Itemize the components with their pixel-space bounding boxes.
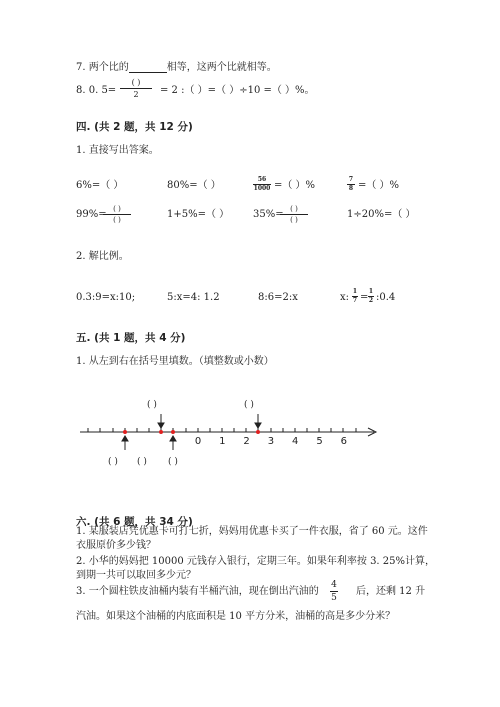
- s4q2-p4-mid: =: [360, 292, 369, 303]
- q8-rest: = 2 :（ ）=（ ）÷10 =（ ）%。: [160, 85, 315, 96]
- point-marker: [123, 430, 127, 434]
- s6q1-line1: 1. 某服装店凭优惠卡可打七折，妈妈用优惠卡买了一件衣服，省了 60 元。这件: [76, 526, 428, 537]
- section-5-title: 五. (共 1 题，共 4 分): [76, 332, 186, 344]
- paren-bottom-1[interactable]: ( ): [108, 457, 118, 467]
- q7-prefix: 7. 两个比的: [76, 62, 129, 73]
- s4q1-r1c4-fraction: 7 8: [348, 176, 354, 192]
- paren-top-2[interactable]: ( ): [244, 400, 254, 410]
- s4q2-p3: 8:6=2:x: [258, 292, 298, 303]
- s6q3-post: 后，还剩 12 升: [356, 586, 426, 597]
- s5q1-title: 1. 从左到右在括号里填数。（填整数或小数）: [76, 356, 274, 367]
- down-arrow-icon: [158, 423, 164, 428]
- tick-label: 1: [219, 436, 226, 447]
- point-marker: [171, 430, 175, 434]
- point-marker: [256, 430, 260, 434]
- tick-label: 0: [194, 436, 202, 447]
- s4q1-r2c1-fraction: ( ) ( ): [103, 205, 131, 224]
- q8-prefix: 8. 0. 5=: [76, 85, 117, 96]
- s4q2-p1: 0.3:9=x:10;: [76, 292, 136, 303]
- point-marker: [159, 430, 163, 434]
- q8-frac-num[interactable]: ( ): [131, 78, 141, 87]
- s6q3-fraction: 4 5: [331, 580, 337, 603]
- s4q1-title: 1. 直接写出答案。: [76, 145, 159, 156]
- s6q2-line2: 到期一共可以取回多少元？: [76, 570, 196, 581]
- up-arrow-icon: [170, 436, 176, 441]
- s4q1-r2c4: 1÷20%=（ ）: [347, 209, 416, 220]
- s4q1-r1c3: =（ ）%: [274, 180, 316, 191]
- s6q2-line1: 2. 小华的妈妈把 10000 元钱存入银行，定期三年。如果年利率按 3. 25%计算，: [76, 556, 436, 567]
- tick-label: 6: [340, 436, 347, 447]
- section-6-title: 六. (共 6 题，共 34 分): [76, 516, 193, 528]
- s6q3-line2: 汽油。如果这个油桶的内底面积是 10 平方分米，油桶的高是多少分米？: [76, 611, 396, 622]
- s4q1-r1c3-fraction: 56 1000: [253, 176, 271, 192]
- s4q2-p2: 5:x=4: 1.2: [167, 292, 220, 303]
- paren-top-1[interactable]: ( ): [147, 400, 157, 410]
- s4q1-r2c2: 1+5%=（ ）: [167, 209, 230, 220]
- down-arrow-icon: [255, 423, 261, 428]
- s4q1-r1c4: =（ ）%: [358, 180, 400, 191]
- s4q2-p4-pre: x:: [340, 292, 350, 303]
- paren-bottom-2[interactable]: ( ): [137, 457, 147, 467]
- s6q3-pre: 3. 一个圆柱铁皮油桶内装有半桶汽油，现在倒出汽油的: [76, 586, 319, 597]
- tick-label: 4: [292, 436, 299, 447]
- s4q2-p4-frac1: 1 7: [352, 288, 358, 304]
- paren-bottom-3[interactable]: ( ): [168, 457, 178, 467]
- s4q2-p4-frac2: 1 2: [368, 288, 374, 304]
- section-4-title: 四. (共 2 题，共 12 分): [76, 121, 193, 133]
- q7-suffix: 相等，这两个比就相等。: [166, 62, 277, 73]
- s4q2-title: 2. 解比例。: [76, 251, 129, 262]
- s4q1-r1c2: 80%=（ ）: [167, 180, 221, 191]
- s4q1-r1c1: 6%=（ ）: [76, 180, 124, 191]
- tick-label: 5: [316, 436, 323, 447]
- s4q1-r2c1-pre: 99%=: [76, 209, 107, 220]
- s6q1-line2: 衣服原价多少钱？: [76, 540, 156, 551]
- s4q1-r2c3-pre: 35%=: [253, 209, 284, 220]
- tick-label: 3: [267, 436, 275, 447]
- q8-frac-den: 2: [133, 90, 139, 99]
- s4q1-r2c3-fraction: ( ) ( ): [280, 205, 308, 224]
- up-arrow-icon: [122, 436, 128, 441]
- s4q2-p4-post: :0.4: [376, 292, 396, 303]
- tick-label: 2: [243, 436, 250, 447]
